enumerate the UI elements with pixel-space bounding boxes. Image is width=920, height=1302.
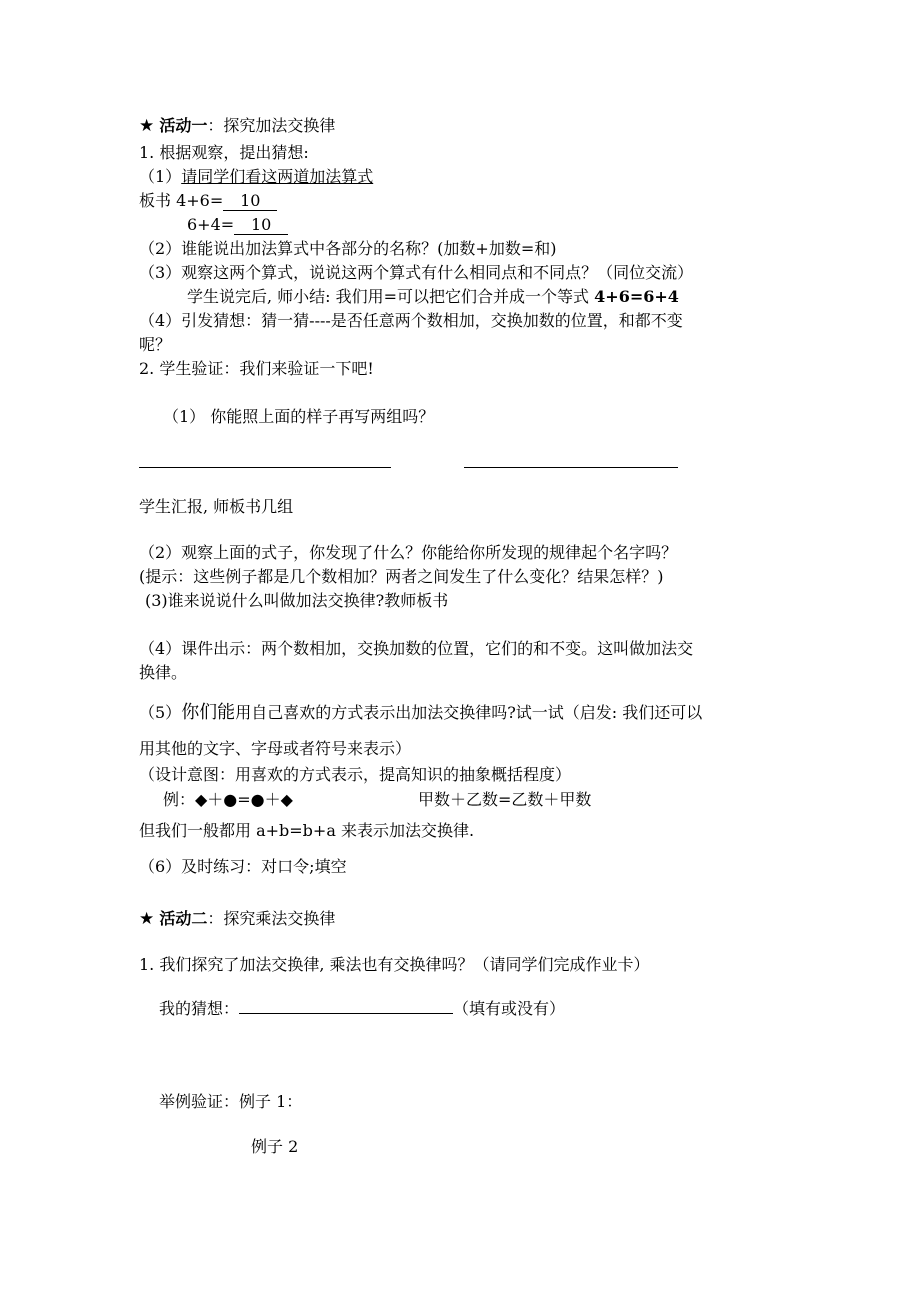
equation2-answer: 10 bbox=[234, 216, 288, 235]
activity2-heading bbox=[139, 908, 335, 930]
board-label: 板书 4+6= bbox=[139, 191, 224, 210]
item3-line: （3）观察这两个算式，说说这两个算式有什么相同点和不同点？（同位交流） bbox=[139, 263, 694, 282]
verify5-line-cont: 用其他的文字、字母或者符号来表示） bbox=[139, 739, 412, 758]
guess-line bbox=[159, 998, 565, 1020]
equation1-answer: 10 bbox=[223, 192, 277, 211]
general-form-line: 但我们一般都用 a+b=b+a 来表示加法交换律. bbox=[139, 821, 475, 840]
verify5-emphasis: 你们能 bbox=[181, 702, 236, 723]
step1-line: 1. 根据观察，提出猜想: bbox=[139, 143, 309, 162]
step2-line: 2. 学生验证：我们来验证一下吧! bbox=[139, 359, 374, 378]
item1-line bbox=[139, 166, 373, 188]
guess-label: 我的猜想： bbox=[159, 999, 240, 1018]
verify4-line: （4）课件出示：两个数相加，交换加数的位置，它们的和不变。这叫做加法交 bbox=[139, 639, 694, 658]
activity1-heading-rest: ：探究加法交换律 bbox=[207, 116, 336, 135]
star-icon: ★ bbox=[139, 116, 155, 136]
board-equation-2 bbox=[187, 214, 288, 236]
verify2-line: （2）观察上面的式子，你发现了什么？你能给你所发现的规律起个名字吗？ bbox=[139, 543, 678, 562]
verify4-line-cont: 换律。 bbox=[139, 663, 188, 682]
equation2-left: 6+4= bbox=[187, 215, 235, 234]
verify5-prefix: （5） bbox=[139, 703, 182, 722]
item4-line-cont: 呢？ bbox=[139, 335, 172, 354]
star-icon: ★ bbox=[139, 909, 155, 929]
answer-line-right bbox=[464, 467, 678, 468]
example2-label: 例子 2 bbox=[251, 1137, 299, 1156]
answer-line-left bbox=[139, 467, 391, 468]
verify5-line bbox=[139, 702, 702, 724]
item2-line: （2）谁能说出加法算式中各部分的名称？(加数+加数=和) bbox=[139, 239, 557, 258]
verify6-line: （6）及时练习：对口令;填空 bbox=[139, 857, 347, 876]
activity2-heading-rest: ：探究乘法交换律 bbox=[207, 909, 336, 928]
example-words: 甲数＋乙数=乙数＋甲数 bbox=[418, 790, 592, 809]
example-symbols: 例：◆＋●=●＋◆ bbox=[163, 790, 293, 809]
guess-blank bbox=[239, 1013, 453, 1014]
design-intent-line: （设计意图：用喜欢的方式表示，提高知识的抽象概括程度） bbox=[139, 765, 572, 784]
activity2-step1: 1. 我们探究了加法交换律, 乘法也有交换律吗？（请同学们完成作业卡） bbox=[139, 955, 650, 974]
item1-text: 请同学们看这两道加法算式 bbox=[181, 167, 374, 186]
hint-line: (提示：这些例子都是几个数相加？两者之间发生了什么变化？结果怎样？) bbox=[139, 567, 664, 586]
activity1-heading bbox=[139, 115, 335, 137]
item3-summary-equation: 4+6=6+4 bbox=[594, 287, 679, 306]
activity2-heading-title: 活动二 bbox=[159, 909, 208, 928]
item3-summary bbox=[187, 286, 679, 308]
activity1-heading-title: 活动一 bbox=[159, 116, 208, 135]
item1-prefix: （1） bbox=[139, 167, 182, 186]
item4-line: （4）引发猜想：猜一猜----是否任意两个数相加，交换加数的位置，和都不变 bbox=[139, 311, 683, 330]
item3-summary-text: 学生说完后, 师小结: 我们用=可以把它们合并成一个等式 bbox=[187, 287, 595, 306]
verify5-rest: 用自己喜欢的方式表示出加法交换律吗?试一试（启发: 我们还可以 bbox=[235, 703, 703, 722]
verify1-line: （1） 你能照上面的样子再写两组吗？ bbox=[163, 407, 435, 426]
guess-hint: （填有或没有） bbox=[453, 999, 566, 1018]
verify3-line: (3)谁来说说什么叫做加法交换律?教师板书 bbox=[145, 591, 449, 610]
report-line: 学生汇报, 师板书几组 bbox=[139, 497, 294, 516]
verify-label: 举例验证：例子 1： bbox=[159, 1092, 303, 1111]
board-equation-1 bbox=[139, 190, 277, 212]
